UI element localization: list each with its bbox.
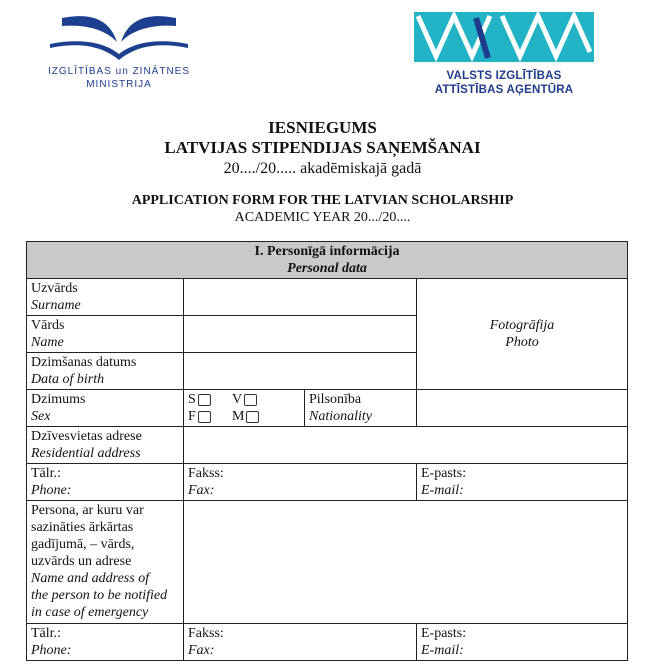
- title-lv-1: IESNIEGUMS: [268, 118, 377, 137]
- open-book-icon: [44, 12, 194, 64]
- section-title-en: Personal data: [287, 261, 367, 276]
- title-en: APPLICATION FORM FOR THE LATVIAN SCHOLARSHIP: [131, 193, 514, 208]
- emergency-label: Persona, ar kuru var sazināties ārkārtas gadījumā, – vārds, uzvārds un adrese Name and address of the person to be notified in case of emergency: [27, 501, 184, 624]
- dob-field[interactable]: [184, 353, 417, 390]
- title-lv-2: LATVIJAS STIPENDIJAS SAŅEMŠANAI: [164, 138, 481, 157]
- dob-label: Dzimšanas datums Data of birth: [27, 353, 184, 390]
- sex-label: Dzimums Sex: [27, 390, 184, 427]
- agency-name-line2: ATTĪSTĪBAS AĢENTŪRA: [434, 84, 574, 96]
- nationality-label: Pilsonība Nationality: [305, 390, 417, 427]
- emergency-email-field[interactable]: E-pasts: E-mail:: [417, 624, 628, 661]
- sex-f-checkbox[interactable]: [198, 411, 211, 423]
- agency-logo: [414, 12, 594, 97]
- emergency-fax-field[interactable]: Fakss: Fax:: [184, 624, 417, 661]
- academic-year-lv: 20..../20..... akadēmiskajā gadā: [223, 160, 422, 177]
- address-field[interactable]: [184, 427, 628, 464]
- name-label: Vārds Name: [27, 316, 184, 353]
- address-label: Dzīvesvietas adrese Residential address: [27, 427, 184, 464]
- agency-wave-icon: [414, 12, 594, 64]
- name-field[interactable]: [184, 316, 417, 353]
- sex-options: S V F M: [184, 390, 305, 427]
- sex-s-checkbox[interactable]: [198, 394, 211, 406]
- section-header: [27, 242, 628, 279]
- agency-name-line1: VALSTS IZGLĪTĪBAS: [446, 70, 562, 82]
- ministry-name-line2: MINISTRIJA: [86, 79, 152, 90]
- academic-year-en: ACADEMIC YEAR 20.../20....: [234, 210, 411, 225]
- surname-label: Uzvārds Surname: [27, 279, 184, 316]
- emergency-field[interactable]: [184, 501, 628, 624]
- emergency-phone-field[interactable]: Tālr.: Phone:: [27, 624, 184, 661]
- personal-data-table: [26, 241, 628, 661]
- section-title-lv: I. Personīgā informācija: [254, 244, 400, 259]
- sex-m-checkbox[interactable]: [246, 411, 259, 423]
- nationality-field[interactable]: [417, 390, 628, 427]
- phone-field[interactable]: Tālr.: Phone:: [27, 464, 184, 501]
- fax-field[interactable]: Fakss: Fax:: [184, 464, 417, 501]
- ministry-logo: [44, 12, 194, 92]
- surname-field[interactable]: [184, 279, 417, 316]
- photo-box: Fotogrāfija Photo: [417, 279, 628, 390]
- sex-v-checkbox[interactable]: [244, 394, 257, 406]
- ministry-name-line1: IZGLĪTĪBAS un ZINĀTNES: [47, 66, 191, 77]
- email-field[interactable]: E-pasts: E-mail:: [417, 464, 628, 501]
